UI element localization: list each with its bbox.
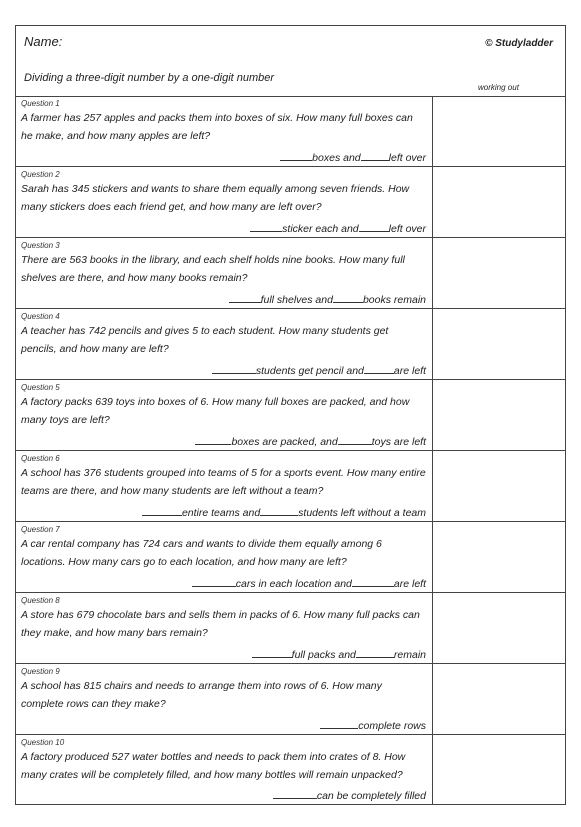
question-text: A store has 679 chocolate bars and sells them in packs of 6. How many full packs can they make, and how many bars remain? — [21, 609, 420, 639]
answer-blank[interactable] — [195, 435, 231, 445]
answer-line — [192, 577, 426, 590]
question-label: Question 2 — [21, 170, 60, 179]
answer-blank[interactable] — [356, 648, 394, 658]
question-cell — [16, 309, 433, 379]
question-label: Question 8 — [21, 596, 60, 605]
question-cell — [16, 96, 433, 166]
question-cell — [16, 167, 433, 237]
working-out-cell[interactable] — [433, 380, 565, 450]
questions-table — [16, 96, 565, 804]
working-out-cell[interactable] — [433, 96, 565, 166]
worksheet-title: Dividing a three-digit number by a one-digit number — [24, 72, 275, 84]
answer-line — [273, 789, 426, 802]
question-cell — [16, 522, 433, 592]
answer-line — [252, 648, 426, 661]
answer-blank[interactable] — [212, 364, 256, 374]
answer-line — [195, 435, 426, 448]
answer-blank[interactable] — [250, 222, 282, 232]
answer-text: entire teams and — [181, 507, 261, 519]
answer-line — [142, 506, 426, 519]
question-cell — [16, 238, 433, 308]
answer-blank[interactable] — [364, 364, 394, 374]
question-cell — [16, 735, 433, 804]
question-text: A farmer has 257 apples and packs them into boxes of six. How many full boxes can he make, and how many apples are left? — [21, 112, 413, 142]
question-row — [16, 96, 565, 167]
studyladder-brand: © Studyladder — [485, 38, 553, 49]
answer-blank[interactable] — [361, 151, 389, 161]
answer-text: toys are left — [371, 436, 426, 448]
question-label: Question 10 — [21, 738, 65, 747]
question-label: Question 6 — [21, 454, 60, 463]
answer-text: are left — [393, 578, 426, 590]
question-label: Question 3 — [21, 241, 60, 250]
question-text: There are 563 books in the library, and each shelf holds nine books. How many full shelves are there, and how many books remain? — [21, 254, 405, 284]
answer-blank[interactable] — [192, 577, 236, 587]
answer-text: students left without a team — [298, 507, 426, 519]
question-text: A factory produced 527 water bottles and needs to pack them into crates of 8. How many crates will be completely filled, and how many bottles will remain unpacked? — [21, 751, 406, 781]
question-text: A teacher has 742 pencils and gives 5 to each student. How many students get pencils, and how many are left? — [21, 325, 389, 355]
question-label: Question 5 — [21, 383, 60, 392]
working-out-cell[interactable] — [433, 735, 565, 804]
answer-text: left over — [388, 223, 426, 235]
question-row — [16, 664, 565, 735]
answer-blank[interactable] — [142, 506, 182, 516]
answer-text: cars in each location and — [235, 578, 352, 590]
answer-text: students get pencil and — [255, 365, 364, 377]
answer-blank[interactable] — [320, 719, 358, 729]
answer-text: boxes and — [312, 152, 361, 164]
question-row — [16, 735, 565, 804]
question-text: A school has 376 students grouped into teams of 5 for a sports event. How many entire teams are there, and how many students are left without a team? — [21, 467, 426, 497]
answer-text: books remain — [362, 294, 426, 306]
answer-blank[interactable] — [280, 151, 312, 161]
working-out-cell[interactable] — [433, 238, 565, 308]
working-out-cell[interactable] — [433, 451, 565, 521]
question-row — [16, 380, 565, 451]
answer-text: full shelves and — [260, 294, 333, 306]
answer-line — [280, 151, 426, 164]
question-row — [16, 522, 565, 593]
answer-text: sticker each and — [282, 223, 359, 235]
answer-text: are left — [393, 365, 426, 377]
answer-blank[interactable] — [352, 577, 394, 587]
answer-blank[interactable] — [273, 789, 317, 799]
working-out-cell[interactable] — [433, 309, 565, 379]
working-out-label: working out — [478, 83, 519, 92]
question-cell — [16, 380, 433, 450]
answer-text: left over — [388, 152, 426, 164]
question-row — [16, 451, 565, 522]
question-text: Sarah has 345 stickers and wants to share them equally among seven friends. How many stickers does each friend get, and how many are left over? — [21, 183, 410, 213]
working-out-cell[interactable] — [433, 664, 565, 734]
answer-blank[interactable] — [359, 222, 389, 232]
question-label: Question 9 — [21, 667, 60, 676]
answer-line — [212, 364, 426, 377]
worksheet — [15, 25, 566, 805]
answer-blank[interactable] — [229, 293, 261, 303]
worksheet-header — [16, 26, 565, 97]
answer-blank[interactable] — [338, 435, 372, 445]
question-label: Question 7 — [21, 525, 60, 534]
answer-line — [229, 293, 426, 306]
question-text: A factory packs 639 toys into boxes of 6. How many full boxes are packed, and how many toys are left? — [21, 396, 410, 426]
answer-blank[interactable] — [333, 293, 363, 303]
working-out-cell[interactable] — [433, 522, 565, 592]
name-label: Name: — [24, 34, 63, 49]
question-row — [16, 593, 565, 664]
answer-text: complete rows — [358, 720, 426, 732]
question-text: A car rental company has 724 cars and wants to divide them equally among 6 locations. How many cars go to each location, and how many are left? — [21, 538, 382, 568]
working-out-cell[interactable] — [433, 167, 565, 237]
question-row — [16, 167, 565, 238]
question-cell — [16, 593, 433, 663]
working-out-cell[interactable] — [433, 593, 565, 663]
answer-line — [250, 222, 426, 235]
question-row — [16, 238, 565, 309]
question-label: Question 1 — [21, 99, 60, 108]
answer-line — [320, 719, 426, 732]
answer-text: boxes are packed, and — [231, 436, 338, 448]
answer-text: full packs and — [291, 649, 356, 661]
answer-blank[interactable] — [252, 648, 292, 658]
question-cell — [16, 451, 433, 521]
answer-text: remain — [393, 649, 426, 661]
answer-text: can be completely filled — [316, 790, 426, 802]
answer-blank[interactable] — [260, 506, 298, 516]
question-row — [16, 309, 565, 380]
question-cell — [16, 664, 433, 734]
question-text: A school has 815 chairs and needs to arrange them into rows of 6. How many complete rows can they make? — [21, 680, 382, 710]
question-label: Question 4 — [21, 312, 60, 321]
